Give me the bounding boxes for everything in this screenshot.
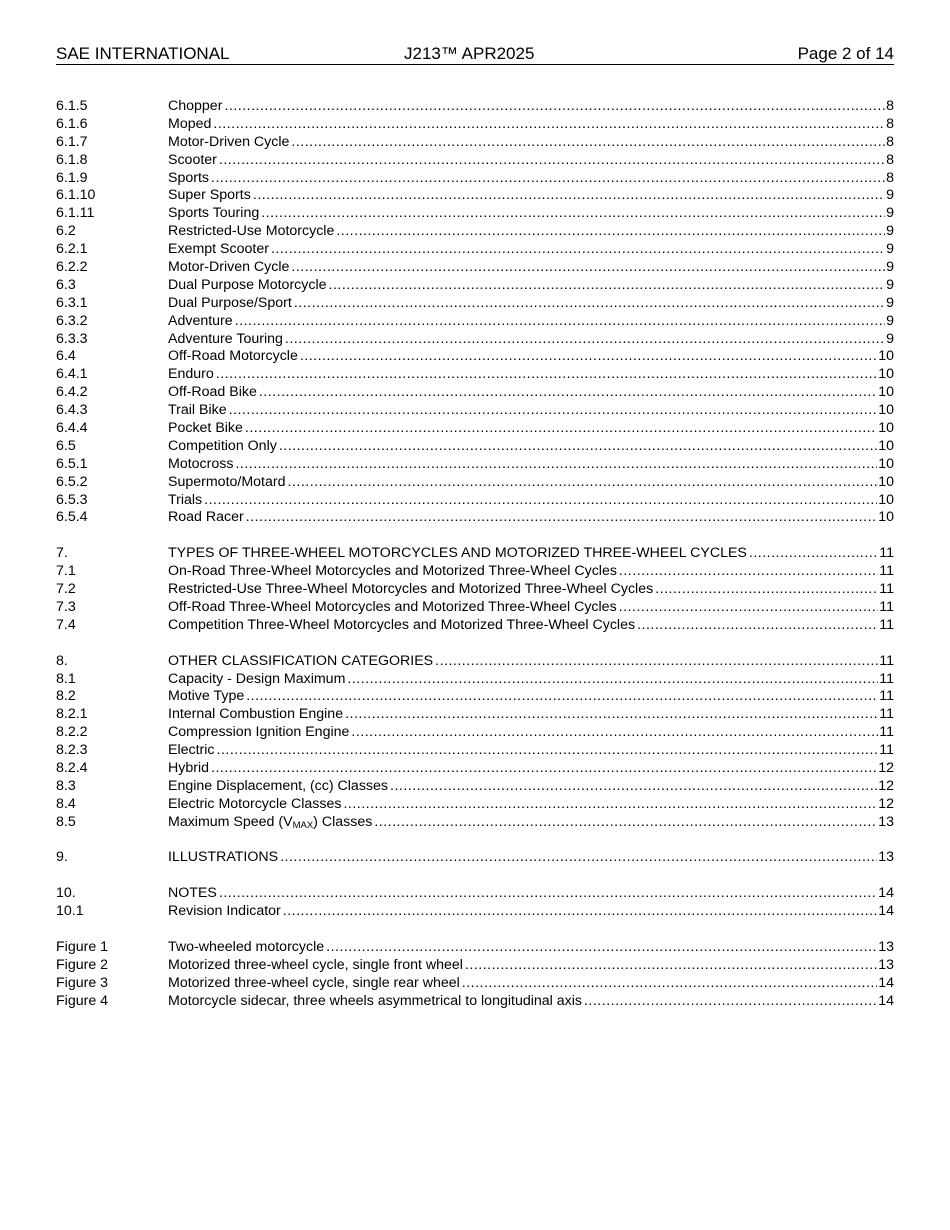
toc-entry-number: 6.3 — [56, 276, 76, 293]
toc-entry-page-number: 10 — [878, 455, 894, 472]
toc-entry-line — [168, 366, 894, 384]
toc-entry[interactable] — [56, 98, 894, 116]
toc-entry-line — [168, 545, 894, 563]
toc-entry-page-number: 8 — [886, 98, 894, 114]
toc-entry[interactable] — [56, 474, 894, 492]
dot-leader — [229, 402, 878, 420]
toc-entry[interactable] — [56, 366, 894, 384]
toc-entry-page-number: 11 — [879, 652, 894, 669]
toc-entry-title: Pocket Bike — [168, 420, 243, 437]
toc-entry-page-number: 11 — [879, 742, 894, 759]
dot-leader — [259, 384, 877, 402]
toc-entry[interactable] — [56, 581, 894, 599]
toc-entry[interactable] — [56, 671, 894, 689]
dot-leader — [291, 259, 885, 277]
toc-entry-page-number: 14 — [878, 974, 894, 991]
toc-entry-title: Motive Type — [168, 688, 245, 705]
dot-leader — [619, 563, 878, 581]
toc-entry[interactable] — [56, 241, 894, 259]
toc-entry-line — [168, 223, 894, 241]
toc-entry-title: Electric Motorcycle Classes — [168, 795, 342, 812]
toc-entry-page-number: 10 — [878, 348, 894, 365]
toc-entry[interactable] — [56, 778, 894, 796]
dot-leader — [204, 492, 877, 510]
toc-entry-page-number: 12 — [878, 777, 894, 794]
toc-entry-title: Internal Combustion Engine — [168, 706, 344, 723]
toc-entry-number: 8.2.4 — [56, 759, 88, 776]
toc-entry-title: Engine Displacement, (cc) Classes — [168, 777, 388, 794]
toc-entry-page-number: 8 — [886, 151, 894, 168]
toc-entry-number: 6.5.1 — [56, 455, 88, 472]
toc-entry-title: Motocross — [168, 455, 234, 472]
toc-entry-title: Scooter — [168, 151, 217, 168]
toc-entry-title: Exempt Scooter — [168, 241, 269, 258]
dot-leader — [219, 885, 877, 903]
toc-entry-number: 6.1.6 — [56, 115, 88, 132]
dot-leader — [351, 724, 878, 742]
dot-leader — [390, 778, 877, 796]
toc-entry-number: Figure 3 — [56, 974, 109, 991]
toc-entry-line — [168, 187, 894, 205]
toc-entry-title: Dual Purpose Motorcycle — [168, 276, 327, 293]
toc-entry-title: Competition Only — [168, 437, 277, 454]
dot-leader — [300, 348, 877, 366]
toc-entry-page-number: 11 — [879, 724, 894, 741]
toc-entry-line — [168, 706, 894, 724]
toc-entry-line — [168, 313, 894, 331]
toc-entry-title: NOTES — [168, 885, 217, 902]
toc-entry-page-number: 13 — [878, 849, 894, 866]
dot-leader — [288, 474, 878, 492]
dot-leader — [584, 993, 877, 1011]
dot-leader — [345, 706, 878, 724]
toc-entry-number: 6.5.2 — [56, 473, 88, 490]
toc-entry-title: Motorized three-wheel cycle, single rear wheel — [168, 974, 460, 991]
toc-entry-title: Super Sports — [168, 187, 251, 204]
toc-entry-line — [168, 742, 894, 760]
toc-entry[interactable] — [56, 277, 894, 295]
toc-entry-page-number: 10 — [878, 402, 894, 419]
toc-entry-page-number: 10 — [878, 491, 894, 508]
toc-entry-line — [168, 617, 894, 635]
toc-entry-number: 8.2.3 — [56, 742, 88, 759]
toc-entry[interactable] — [56, 313, 894, 331]
toc-entry-title: Restricted-Use Three-Wheel Motorcycles and Motorized Three-Wheel Cycles — [168, 581, 654, 598]
toc-entry-page-number: 11 — [879, 670, 894, 687]
toc-entry[interactable] — [56, 420, 894, 438]
dot-leader — [637, 617, 878, 635]
toc-entry-title: Compression Ignition Engine — [168, 724, 350, 741]
toc-entry-title: Hybrid — [168, 759, 209, 776]
toc-entry[interactable] — [56, 903, 894, 921]
toc-entry[interactable] — [56, 402, 894, 420]
toc-entry-title-part: Maximum Speed (V — [168, 813, 293, 830]
toc-entry-line — [168, 456, 894, 474]
dot-leader — [246, 688, 878, 706]
toc-entry-page-number: 14 — [878, 903, 894, 920]
toc-entry-page-number: 9 — [886, 259, 894, 276]
toc-entry[interactable] — [56, 885, 894, 903]
toc-entry[interactable] — [56, 259, 894, 277]
toc-entry-page-number: 11 — [879, 598, 894, 615]
toc-entry-line — [168, 295, 894, 313]
toc-entry-page-number: 11 — [879, 545, 894, 562]
toc-entry-number: 6.3.3 — [56, 330, 88, 347]
toc-entry-number: 10.1 — [56, 903, 84, 920]
toc-entry-number: 8.2.1 — [56, 706, 88, 723]
toc-entry-title: Competition Three-Wheel Motorcycles and Motorized Three-Wheel Cycles — [168, 616, 636, 633]
toc-entry[interactable] — [56, 975, 894, 993]
toc-entry-title: Supermoto/Motard — [168, 473, 286, 490]
toc-entry-number: 6.1.7 — [56, 133, 88, 150]
toc-entry-title: Trail Bike — [168, 402, 227, 419]
toc-entry-number: 8.4 — [56, 795, 76, 812]
toc-entry-number: 6.5.3 — [56, 491, 88, 508]
dot-leader — [253, 187, 885, 205]
toc-entry-page-number: 8 — [886, 115, 894, 132]
toc-entry-line — [168, 170, 894, 188]
dot-leader — [219, 152, 885, 170]
toc-entry-page-number: 11 — [879, 581, 894, 598]
toc-entry-title: Chopper — [168, 98, 223, 114]
toc-entry[interactable] — [56, 957, 894, 975]
toc-entry-line — [168, 331, 894, 349]
toc-entry[interactable] — [56, 599, 894, 617]
toc-entry-number: 7.2 — [56, 581, 76, 598]
dot-leader — [347, 671, 878, 689]
toc-entry-line — [168, 402, 894, 420]
toc-entry[interactable] — [56, 993, 894, 1011]
toc-entry-number: 6.4.2 — [56, 384, 88, 401]
toc-entry-line — [168, 509, 894, 527]
toc-entry-number: 6.2 — [56, 223, 76, 240]
toc-entry[interactable] — [56, 545, 894, 563]
toc-entry-title: Motorcycle sidecar, three wheels asymmetrical to longitudinal axis — [168, 992, 582, 1009]
dot-leader — [294, 295, 885, 313]
toc-entry-number: 8.2 — [56, 688, 76, 705]
toc-entry-number: 6.1.11 — [56, 205, 95, 222]
dot-leader — [329, 277, 886, 295]
dot-leader — [279, 438, 877, 456]
toc-entry-page-number: 12 — [878, 759, 894, 776]
toc-entry-title-part: ) Classes — [313, 813, 373, 830]
toc-entry-number: 6.4.1 — [56, 366, 88, 383]
toc-entry-number: 8.1 — [56, 670, 76, 687]
toc-entry-page-number: 9 — [886, 312, 894, 329]
toc-entry[interactable] — [56, 706, 894, 724]
toc-entry-title: Motorized three-wheel cycle, single front wheel — [168, 956, 463, 973]
toc-entry-page-number: 11 — [879, 563, 894, 580]
toc-entry-number: Figure 1 — [56, 938, 109, 955]
toc-entry-page-number: 9 — [886, 205, 894, 222]
toc-entry-title: Adventure — [168, 312, 233, 329]
toc-entry-number: 6.4.4 — [56, 420, 88, 437]
dot-leader — [343, 796, 877, 814]
toc-entry-line — [168, 903, 894, 921]
toc-entry-page-number: 10 — [878, 366, 894, 383]
toc-entry-title: Sports — [168, 169, 210, 186]
toc-entry-title: TYPES OF THREE-WHEEL MOTORCYCLES AND MOTORIZED THREE-WHEEL CYCLES — [168, 545, 747, 562]
dot-leader — [462, 975, 877, 993]
toc-entry-number: 6.1.8 — [56, 151, 88, 168]
toc-entry[interactable] — [56, 724, 894, 742]
toc-entry[interactable] — [56, 796, 894, 814]
dot-leader — [211, 170, 885, 188]
toc-entry-title: Enduro — [168, 366, 214, 383]
toc-entry-number: 6.1.9 — [56, 169, 88, 186]
toc-entry-line — [168, 760, 894, 778]
toc-entry-page-number: 9 — [886, 187, 894, 204]
toc-entry-page-number: 13 — [878, 813, 894, 830]
toc-entry[interactable] — [56, 563, 894, 581]
toc-entry[interactable] — [56, 760, 894, 778]
header-page-number: Page 2 of 14 — [797, 44, 894, 63]
dot-leader — [285, 331, 885, 349]
toc-entry-page-number: 11 — [879, 706, 894, 723]
toc-entry-subscript: MAX — [292, 819, 314, 831]
dot-leader — [246, 509, 878, 527]
toc-entry-page-number: 9 — [886, 241, 894, 258]
toc-entry[interactable] — [56, 170, 894, 188]
toc-entry-line — [168, 671, 894, 689]
toc-entry-page-number: 10 — [878, 384, 894, 401]
toc-entry-line — [168, 98, 894, 116]
toc-entry-page-number: 9 — [886, 294, 894, 311]
toc-entry-title: OTHER CLASSIFICATION CATEGORIES — [168, 652, 434, 669]
toc-entry-title: Capacity - Design Maximum — [168, 670, 346, 687]
toc-entry-line — [168, 348, 894, 366]
toc-entry-number: 6.2.1 — [56, 241, 88, 258]
dot-leader — [749, 545, 878, 563]
toc-entry[interactable] — [56, 509, 894, 527]
toc-entry-title: Moped — [168, 115, 212, 132]
toc-entry-line — [168, 241, 894, 259]
toc-entry-title: Adventure Touring — [168, 330, 283, 347]
dot-leader — [271, 241, 885, 259]
toc-entry-line — [168, 205, 894, 223]
toc-entry-line — [168, 438, 894, 456]
dot-leader — [245, 420, 877, 438]
toc-entry-title: Sports Touring — [168, 205, 260, 222]
toc-entry-line — [168, 581, 894, 599]
toc-entry-title: Off-Road Bike — [168, 384, 257, 401]
toc-entry-line — [168, 152, 894, 170]
dot-leader — [211, 760, 877, 778]
toc-entry-title: Motor-Driven Cycle — [168, 133, 290, 150]
toc-entry-line — [168, 849, 894, 867]
toc-entry[interactable] — [56, 849, 894, 867]
toc-entry[interactable] — [56, 205, 894, 223]
toc-entry-number: Figure 4 — [56, 992, 109, 1009]
toc-entry-number: 6.5 — [56, 437, 76, 454]
toc-entry-page-number: 10 — [878, 509, 894, 526]
toc-entry[interactable] — [56, 384, 894, 402]
toc-entry-number: 6.1.10 — [56, 187, 96, 204]
dot-leader — [213, 116, 885, 134]
toc-entry-title: Trials — [168, 491, 203, 508]
dot-leader — [261, 205, 885, 223]
toc-entry-title: Revision Indicator — [168, 903, 281, 920]
toc-entry-title: Motor-Driven Cycle — [168, 259, 290, 276]
dot-leader — [326, 939, 877, 957]
toc-entry[interactable] — [56, 688, 894, 706]
dot-leader — [336, 223, 885, 241]
toc-entry[interactable] — [56, 814, 894, 832]
page-header — [56, 43, 894, 65]
dot-leader — [291, 134, 885, 152]
toc-entry-line — [168, 688, 894, 706]
toc-entry-line — [168, 259, 894, 277]
dot-leader — [374, 814, 877, 832]
toc-entry-number: 7. — [56, 545, 68, 562]
dot-leader — [224, 98, 885, 116]
toc-entry[interactable] — [56, 742, 894, 760]
toc-entry-line — [168, 474, 894, 492]
toc-entry-page-number: 8 — [886, 133, 894, 150]
toc-entry-line — [168, 599, 894, 617]
toc-entry-number: 8.3 — [56, 777, 76, 794]
toc-entry[interactable] — [56, 134, 894, 152]
toc-entry-number: 6.4 — [56, 348, 76, 365]
toc-entry-title: On-Road Three-Wheel Motorcycles and Motorized Three-Wheel Cycles — [168, 563, 617, 580]
toc-entry-title: Restricted-Use Motorcycle — [168, 223, 335, 240]
toc-entry-title: Off-Road Three-Wheel Motorcycles and Motorized Three-Wheel Cycles — [168, 598, 617, 615]
toc-entry-line — [168, 778, 894, 796]
toc-entry-number: 7.3 — [56, 598, 76, 615]
toc-entry-title: Dual Purpose/Sport — [168, 294, 292, 311]
toc-entry[interactable] — [56, 653, 894, 671]
toc-entry-line — [168, 724, 894, 742]
toc-entry-page-number: 11 — [879, 616, 894, 633]
toc-entry-number: 6.1.5 — [56, 98, 88, 114]
toc-entry[interactable] — [56, 152, 894, 170]
toc-entry-page-number: 11 — [879, 688, 894, 705]
toc-entry-title: Off-Road Motorcycle — [168, 348, 298, 365]
toc-entry-line — [168, 885, 894, 903]
dot-leader — [283, 903, 877, 921]
toc-entry-page-number: 13 — [878, 956, 894, 973]
toc-entry[interactable] — [56, 939, 894, 957]
toc-entry-number: 8. — [56, 652, 68, 669]
toc-entry-title — [168, 814, 374, 832]
toc-entry-number: Figure 2 — [56, 956, 109, 973]
toc-entry-number: 7.1 — [56, 563, 76, 580]
toc-entry-title: ILLUSTRATIONS — [168, 849, 279, 866]
dot-leader — [619, 599, 879, 617]
toc-entry[interactable] — [56, 331, 894, 349]
header-document-id: J213™ APR2025 — [404, 44, 535, 63]
toc-entry[interactable] — [56, 295, 894, 313]
toc-entry-page-number: 10 — [878, 473, 894, 490]
toc-entry-title: Electric — [168, 742, 215, 759]
toc-entry[interactable] — [56, 456, 894, 474]
toc-entry-page-number: 10 — [878, 437, 894, 454]
toc-entry-number: 6.4.3 — [56, 402, 88, 419]
toc-entry[interactable] — [56, 617, 894, 635]
toc-entry-line — [168, 653, 894, 671]
dot-leader — [217, 742, 879, 760]
toc-entry-line — [168, 993, 894, 1011]
toc-entry[interactable] — [56, 348, 894, 366]
toc-entry-line — [168, 814, 894, 832]
toc-entry-page-number: 9 — [886, 223, 894, 240]
toc-entry-page-number: 8 — [886, 169, 894, 186]
toc-entry[interactable] — [56, 187, 894, 205]
toc-entry-number: 8.2.2 — [56, 724, 88, 741]
toc-entry-page-number: 14 — [878, 992, 894, 1009]
toc-entry-line — [168, 492, 894, 510]
dot-leader — [216, 366, 877, 384]
toc-entry[interactable] — [56, 438, 894, 456]
table-of-contents — [56, 98, 894, 1010]
toc-entry-line — [168, 116, 894, 134]
toc-entry-number: 7.4 — [56, 616, 76, 633]
toc-entry-line — [168, 384, 894, 402]
toc-entry-line — [168, 563, 894, 581]
header-organization: SAE INTERNATIONAL — [56, 44, 230, 63]
toc-entry-number: 9. — [56, 849, 68, 866]
toc-entry-line — [168, 939, 894, 957]
toc-entry[interactable] — [56, 116, 894, 134]
toc-entry-page-number: 10 — [878, 420, 894, 437]
toc-entry-number: 6.3.1 — [56, 294, 88, 311]
toc-entry-page-number: 13 — [878, 938, 894, 955]
dot-leader — [235, 313, 885, 331]
dot-leader — [235, 456, 877, 474]
toc-entry-line — [168, 420, 894, 438]
dot-leader — [280, 849, 877, 867]
toc-entry-number: 8.5 — [56, 813, 76, 830]
toc-entry-page-number: 9 — [886, 276, 894, 293]
toc-entry-number: 6.3.2 — [56, 312, 88, 329]
dot-leader — [435, 653, 878, 671]
toc-entry-number: 10. — [56, 885, 76, 902]
toc-entry[interactable] — [56, 223, 894, 241]
toc-entry[interactable] — [56, 492, 894, 510]
dot-leader — [655, 581, 878, 599]
toc-entry-line — [168, 277, 894, 295]
toc-entry-line — [168, 796, 894, 814]
dot-leader — [465, 957, 877, 975]
toc-entry-line — [168, 957, 894, 975]
toc-entry-number: 6.2.2 — [56, 259, 88, 276]
toc-entry-line — [168, 134, 894, 152]
toc-entry-number: 6.5.4 — [56, 509, 88, 526]
toc-entry-line — [168, 975, 894, 993]
toc-entry-title: Two-wheeled motorcycle — [168, 938, 325, 955]
toc-entry-title: Road Racer — [168, 509, 244, 526]
toc-entry-page-number: 14 — [878, 885, 894, 902]
toc-entry-page-number: 9 — [886, 330, 894, 347]
toc-entry-page-number: 12 — [878, 795, 894, 812]
